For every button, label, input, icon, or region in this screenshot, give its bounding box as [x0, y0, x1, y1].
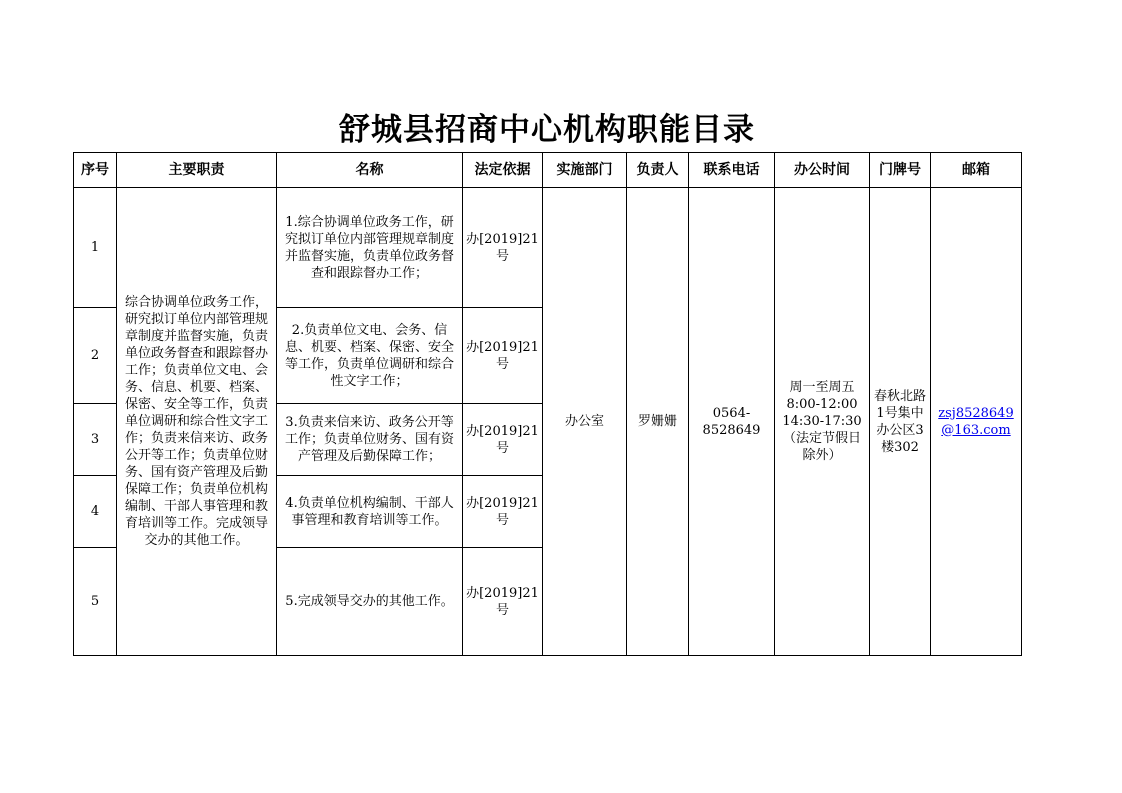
basis-cell: 办[2019]21号: [463, 476, 543, 548]
header-office-hours: 办公时间: [775, 153, 870, 188]
phone-cell: 0564-8528649: [689, 188, 775, 656]
seq-cell: 4: [74, 476, 117, 548]
basis-cell: 办[2019]21号: [463, 548, 543, 656]
department-cell: 办公室: [543, 188, 627, 656]
header-row: [74, 153, 1022, 188]
header-main-duty: 主要职责: [117, 153, 277, 188]
email-link[interactable]: zsj8528649@163.com: [938, 405, 1014, 438]
person-cell: 罗姗姗: [627, 188, 689, 656]
header-room: 门牌号: [870, 153, 931, 188]
seq-cell: 1: [74, 188, 117, 308]
name-cell: 1.综合协调单位政务工作，研究拟订单位内部管理规章制度并监督实施，负责单位政务督查和跟踪督办工作；: [277, 188, 463, 308]
page-title: 舒城县招商中心机构职能目录: [339, 112, 755, 148]
table-row: [74, 188, 1022, 308]
name-cell: 3.负责来信来访、政务公开等工作；负责单位财务、国有资产管理及后勤保障工作；: [277, 404, 463, 476]
header-legal-basis: 法定依据: [463, 153, 543, 188]
seq-cell: 3: [74, 404, 117, 476]
header-department: 实施部门: [543, 153, 627, 188]
name-cell: 5.完成领导交办的其他工作。: [277, 548, 463, 656]
room-cell: 春秋北路1号集中办公区3楼302: [870, 188, 931, 656]
seq-cell: 2: [74, 308, 117, 404]
basis-cell: 办[2019]21号: [463, 404, 543, 476]
function-catalog-table: [73, 152, 1022, 656]
header-person: 负责人: [627, 153, 689, 188]
name-cell: 4.负责单位机构编制、干部人事管理和教育培训等工作。: [277, 476, 463, 548]
office-hours-cell: 周一至周五8:00-12:00 14:30-17:30（法定节假日除外）: [775, 188, 870, 656]
name-cell: 2.负责单位文电、会务、信息、机要、档案、保密、安全等工作，负责单位调研和综合性文字工作；: [277, 308, 463, 404]
header-phone: 联系电话: [689, 153, 775, 188]
header-email: 邮箱: [931, 153, 1022, 188]
email-cell: [931, 188, 1022, 656]
header-name: 名称: [277, 153, 463, 188]
basis-cell: 办[2019]21号: [463, 188, 543, 308]
seq-cell: 5: [74, 548, 117, 656]
header-seq: 序号: [74, 153, 117, 188]
basis-cell: 办[2019]21号: [463, 308, 543, 404]
main-duty-cell: 综合协调单位政务工作，研究拟订单位内部管理规章制度并监督实施，负责单位政务督查和跟踪督办工作；负责单位文电、会务、信息、机要、档案、保密、安全等工作，负责单位调研和综合性文字工作；负责来信来访、政务公开等工作；负责单位财务、国有资产管理及后勤保障工作；负责单位机构编制、干部人事管理和教育培训等工作。完成领导交办的其他工作。: [117, 188, 277, 656]
